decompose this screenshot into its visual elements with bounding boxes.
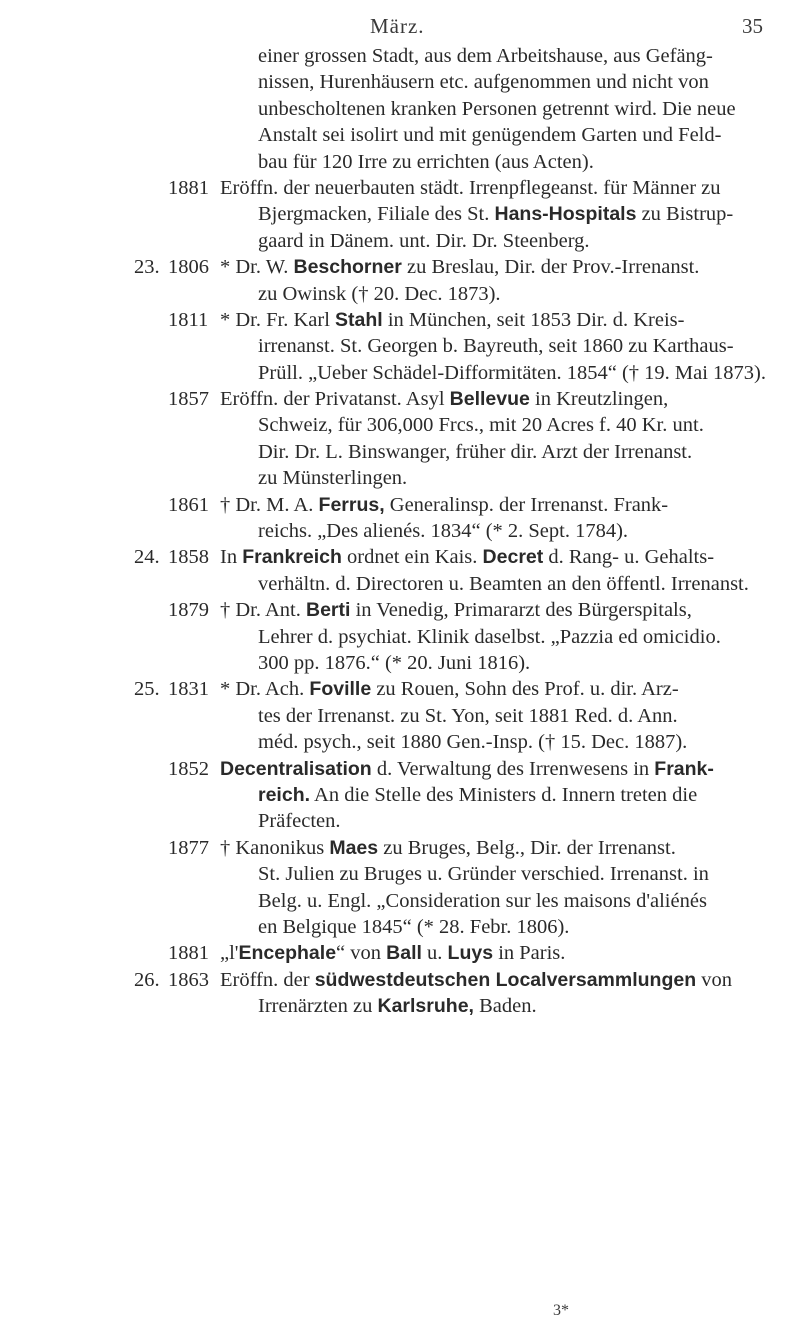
text-run: Bjergmacken, Filiale des St. xyxy=(258,203,495,226)
day-number: 24. xyxy=(134,546,160,569)
emphasized-term: Beschorner xyxy=(293,256,402,279)
line-text xyxy=(258,729,687,755)
text-run: † Dr. M. A. xyxy=(220,493,319,516)
line-text xyxy=(220,175,721,201)
text-run: einer grossen Stadt, aus dem Arbeitshause, aus Gefäng- xyxy=(258,45,713,67)
line-text xyxy=(258,861,709,887)
text-run: * Dr. Fr. Karl xyxy=(220,308,336,331)
text-line xyxy=(0,729,800,755)
text-line xyxy=(0,782,800,808)
text-line xyxy=(0,69,800,95)
text-line xyxy=(0,650,800,676)
line-text xyxy=(258,228,590,254)
line-text xyxy=(220,940,565,966)
text-line xyxy=(0,43,800,69)
text-run: zu Owinsk († 20. Dec. 1873). xyxy=(258,282,501,305)
line-text xyxy=(220,756,714,782)
line-text xyxy=(258,43,713,69)
text-line xyxy=(0,360,800,386)
running-title: März. xyxy=(370,14,425,38)
text-line xyxy=(0,967,800,993)
entry-year: 1877 xyxy=(168,836,209,859)
line-text xyxy=(258,808,341,834)
text-line xyxy=(0,386,800,412)
line-text xyxy=(258,571,749,597)
text-run: d. Rang- u. Gehalts- xyxy=(543,546,715,569)
emphasized-term: Decret xyxy=(482,546,544,569)
page-header xyxy=(0,8,800,38)
text-run: 300 pp. 1876.“ (* 20. Juni 1816). xyxy=(258,651,531,674)
text-run: u. xyxy=(421,942,448,965)
emphasized-term: Ball xyxy=(386,942,422,965)
text-run: zu Bruges, Belg., Dir. der Irrenanst. xyxy=(378,836,676,859)
line-text xyxy=(258,518,628,544)
entry-year: 1881 xyxy=(168,942,209,965)
text-run: Präfecten. xyxy=(258,810,341,833)
line-text xyxy=(220,835,676,861)
text-run: Anstalt sei isolirt und mit genügendem Garten und Feld- xyxy=(258,124,722,147)
line-text xyxy=(220,597,692,623)
text-run: Generalinsp. der Irrenanst. Frank- xyxy=(384,493,669,516)
text-line xyxy=(0,993,800,1019)
text-line xyxy=(0,149,800,175)
line-text xyxy=(258,201,733,227)
text-line xyxy=(0,492,800,518)
emphasized-term: Maes xyxy=(329,836,379,859)
text-run: zu Bistrup- xyxy=(636,203,734,226)
line-text xyxy=(258,914,569,940)
text-line xyxy=(0,624,800,650)
line-text xyxy=(258,782,697,808)
text-run: zu Rouen, Sohn des Prof. u. dir. Arz- xyxy=(371,678,679,701)
line-text xyxy=(258,650,530,676)
text-run: „l' xyxy=(220,942,239,965)
emphasized-term: Luys xyxy=(447,942,494,965)
emphasized-term: Frankreich xyxy=(242,546,342,569)
entry-year: 1831 xyxy=(168,678,209,701)
line-text xyxy=(220,676,679,702)
text-line xyxy=(0,808,800,834)
text-run: in Venedig, Primararzt des Bürgerspitals, xyxy=(350,599,692,622)
text-line xyxy=(0,412,800,438)
text-line xyxy=(0,544,800,570)
text-run: * Dr. W. xyxy=(220,256,294,279)
entry-year: 1857 xyxy=(168,388,209,411)
line-text xyxy=(258,412,704,438)
text-run: Belg. u. Engl. „Consideration sur les maisons d'aliénés xyxy=(258,889,707,912)
text-line xyxy=(0,122,800,148)
line-text xyxy=(258,360,766,386)
line-text xyxy=(258,465,407,491)
text-run: * Dr. Ach. xyxy=(220,678,310,701)
emphasized-term: Decentralisation xyxy=(220,757,372,780)
text-line xyxy=(0,333,800,359)
text-run: Lehrer d. psychiat. Klinik daselbst. „Pazzia ed omicidio. xyxy=(258,625,721,648)
text-run: in Kreutzlingen, xyxy=(529,388,669,411)
emphasized-term: Hans-Hospitals xyxy=(494,203,637,226)
line-text xyxy=(220,254,699,280)
text-line xyxy=(0,465,800,491)
text-run: “ von xyxy=(336,942,387,965)
emphasized-term: reich. xyxy=(258,783,311,806)
emphasized-term: Bellevue xyxy=(449,388,530,411)
emphasized-term: Stahl xyxy=(335,308,383,331)
text-line xyxy=(0,281,800,307)
line-text xyxy=(258,888,707,914)
text-run: ordnet ein Kais. xyxy=(341,546,483,569)
day-number: 23. xyxy=(134,256,160,279)
emphasized-term: Foville xyxy=(309,678,372,701)
line-text xyxy=(220,544,714,570)
line-text xyxy=(258,703,678,729)
text-run: Dir. Dr. L. Binswanger, früher dir. Arzt der Irrenanst. xyxy=(258,440,693,463)
signature-mark: 3* xyxy=(553,1302,569,1319)
text-run: méd. psych., seit 1880 Gen.-Insp. († 15. Dec. 1887). xyxy=(258,731,688,754)
text-line xyxy=(0,914,800,940)
text-run: irrenanst. St. Georgen b. Bayreuth, seit 1860 zu Karthaus- xyxy=(258,335,734,358)
text-line xyxy=(0,307,800,333)
text-line xyxy=(0,597,800,623)
text-run: An die Stelle des Ministers d. Innern treten die xyxy=(310,783,698,806)
text-line xyxy=(0,861,800,887)
text-line xyxy=(0,756,800,782)
text-line xyxy=(0,228,800,254)
line-text xyxy=(220,967,732,993)
text-run: gaard in Dänem. unt. Dir. Dr. Steenberg. xyxy=(258,229,590,252)
emphasized-term: Ferrus, xyxy=(318,493,385,516)
text-run: Eröffn. der neuerbauten städt. Irrenpflegeanst. für Männer zu xyxy=(220,176,721,199)
text-line xyxy=(0,96,800,122)
line-text xyxy=(220,492,668,518)
emphasized-term: Frank- xyxy=(654,757,714,780)
text-run: in München, seit 1853 Dir. d. Kreis- xyxy=(382,308,685,331)
text-line xyxy=(0,201,800,227)
line-text xyxy=(258,439,692,465)
entry-year: 1863 xyxy=(168,968,209,991)
emphasized-term: Berti xyxy=(306,599,351,622)
line-text xyxy=(258,122,721,148)
page-number: 35 xyxy=(742,14,763,38)
day-number: 25. xyxy=(134,678,160,701)
text-line xyxy=(0,439,800,465)
text-line xyxy=(0,703,800,729)
text-run: † Kanonikus xyxy=(220,836,330,859)
text-line xyxy=(0,940,800,966)
entry-year: 1806 xyxy=(168,256,209,279)
entry-year: 1861 xyxy=(168,493,209,516)
emphasized-term: südwestdeutschen Localversammlungen xyxy=(314,968,697,991)
text-run: tes der Irrenanst. zu St. Yon, seit 1881 Red. d. Ann. xyxy=(258,704,678,727)
text-run: d. Verwaltung des Irrenwesens in xyxy=(371,757,655,780)
text-run: Eröffn. der Privatanst. Asyl xyxy=(220,388,450,411)
text-run: unbescholtenen kranken Personen getrennt wird. Die neue xyxy=(258,97,736,120)
text-run: zu Münsterlingen. xyxy=(258,467,408,490)
text-run: en Belgique 1845“ (* 28. Febr. 1806). xyxy=(258,915,570,938)
entry-year: 1881 xyxy=(168,176,209,199)
text-run: bau für 120 Irre zu errichten (aus Acten). xyxy=(258,150,594,173)
text-run: verhältn. d. Directoren u. Beamten an den öffentl. Irrenanst. xyxy=(258,572,749,595)
entry-year: 1879 xyxy=(168,599,209,622)
emphasized-term: Encephale xyxy=(238,942,337,965)
text-line xyxy=(0,254,800,280)
text-run: in Paris. xyxy=(493,942,566,965)
text-run: von xyxy=(696,968,733,991)
day-number: 26. xyxy=(134,968,160,991)
line-text xyxy=(220,386,668,412)
entry-year: 1858 xyxy=(168,546,209,569)
text-run: Baden. xyxy=(473,995,537,1018)
line-text xyxy=(258,624,721,650)
text-run: † Dr. Ant. xyxy=(220,599,306,622)
text-line xyxy=(0,571,800,597)
entry-year: 1852 xyxy=(168,757,209,780)
text-line xyxy=(0,518,800,544)
line-text xyxy=(258,149,594,175)
line-text xyxy=(258,281,501,307)
line-text xyxy=(258,333,734,359)
line-text xyxy=(220,307,684,333)
text-run: reichs. „Des alienés. 1834“ (* 2. Sept. 1784). xyxy=(258,520,629,543)
text-run: St. Julien zu Bruges u. Gründer verschied. Irrenanst. in xyxy=(258,863,709,886)
text-run: zu Breslau, Dir. der Prov.-Irrenanst. xyxy=(401,256,700,279)
emphasized-term: Karlsruhe, xyxy=(377,995,474,1018)
text-run: In xyxy=(220,546,243,569)
line-text xyxy=(258,69,709,95)
text-line xyxy=(0,835,800,861)
text-run: Schweiz, für 306,000 Frcs., mit 20 Acres f. 40 Kr. unt. xyxy=(258,414,704,437)
page-body xyxy=(0,43,800,1019)
text-line xyxy=(0,676,800,702)
line-text xyxy=(258,96,736,122)
text-run: Prüll. „Ueber Schädel-Difformitäten. 1854“ († 19. Mai 1873). xyxy=(258,361,767,384)
entry-year: 1811 xyxy=(168,308,209,331)
text-run: Eröffn. der xyxy=(220,968,315,991)
line-text xyxy=(258,993,537,1019)
text-line xyxy=(0,888,800,914)
text-run: nissen, Hurenhäusern etc. aufgenommen und nicht von xyxy=(258,71,709,94)
text-run: Irrenärzten zu xyxy=(258,995,378,1018)
text-line xyxy=(0,175,800,201)
